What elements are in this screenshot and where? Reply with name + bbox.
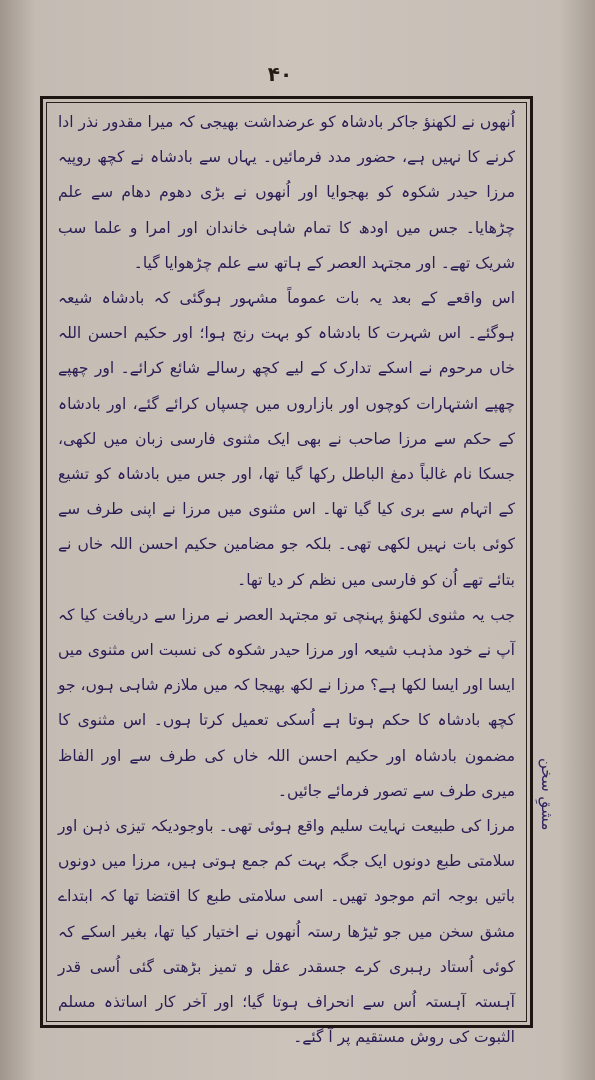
paragraph: مرزا کی طبیعت نہایت سلیم واقع ہوئی تھی۔ باوجودیکہ تیزی ذہن اور سلامتی طبع دونوں ایک جگہ بہت کم جمع ہوتی ہیں، مرزا میں دونوں باتیں بوجہ اتم موجود تھیں۔ اسی سلامتی طبع کا اقتضا تھا کہ ابتداے مشق سخن میں جو ٹیڑھا رستہ اُنھوں نے اختیار کیا تھا، بغیر اسکے کہ کوئی اُستاد رہبری کرے جسقدر عقل و تمیز بڑھتی گئی اُسی قدر آہستہ آہستہ اُس سے انحراف ہوتا گیا؛ اور آخر کار اساتذہ مسلم الثبوت کی روش مستقیم پر آ گئے۔	[58, 817, 515, 1047]
page-number: ۴۰	[267, 62, 293, 86]
paragraph: اُنھوں نے لکھنؤ جاکر بادشاہ کو عرضداشت بھیجی کہ میرا مقدور نذر ادا کرنے کا نہیں ہے، حضور مدد فرمائیں۔ یہاں سے بادشاہ نے کچھ روپیہ مرزا حیدر شکوہ کو بھجوایا اور اُنھوں نے بڑی دھوم دھام سے علم چڑھایا۔ جس میں اودھ کا تمام شاہی خاندان اور امرا و علما سب شریک تھے۔ اور مجتہد العصر کے ہاتھ سے علم چڑھوایا گیا۔	[58, 113, 515, 272]
paragraph: اس واقعے کے بعد یہ بات عموماً مشہور ہوگئی کہ بادشاہ شیعہ ہوگئے۔ اس شہرت کا بادشاہ کو بہت رنج ہوا؛ اور حکیم احسن اللہ خاں مرحوم نے اسکے تدارک کے لیے کچھ رسالے شائع کرائے۔ اور چھپے چھپے اشتہارات کوچوں اور بازاروں میں چسپاں کرائے گئے، اور بادشاہ کے حکم سے مرزا صاحب نے بھی ایک مثنوی فارسی زبان میں لکھی، جسکا نام غالباً دمغ الباطل رکھا گیا تھا، اور جس میں بادشاہ کو تشیع کے اتہام سے بری کیا گیا تھا۔ اس مثنوی میں مرزا نے اپنی طرف سے کوئی بات نہیں لکھی تھی۔ بلکہ جو مضامین حکیم احسن اللہ خاں نے بتائے تھے اُن کو فارسی میں نظم کر دیا تھا۔	[58, 289, 515, 589]
margin-note: مشقِ سخن	[538, 757, 556, 830]
paragraph: جب یہ مثنوی لکھنؤ پہنچی تو مجتہد العصر نے مرزا سے دریافت کیا کہ آپ نے خود مذہب شیعہ اور مرزا حیدر شکوہ کی نسبت اس مثنوی میں ایسا اور ایسا لکھا ہے؟ مرزا نے لکھ بھیجا کہ میں ملازم شاہی ہوں، جو کچھ بادشاہ کا حکم ہوتا ہے اُسکی تعمیل کرتا ہوں۔ اس مثنوی کا مضمون بادشاہ اور حکیم احسن اللہ خاں کی طرف سے اور الفاظ میری طرف سے تصور فرمائے جائیں۔	[58, 605, 515, 800]
text-block	[58, 105, 515, 1055]
